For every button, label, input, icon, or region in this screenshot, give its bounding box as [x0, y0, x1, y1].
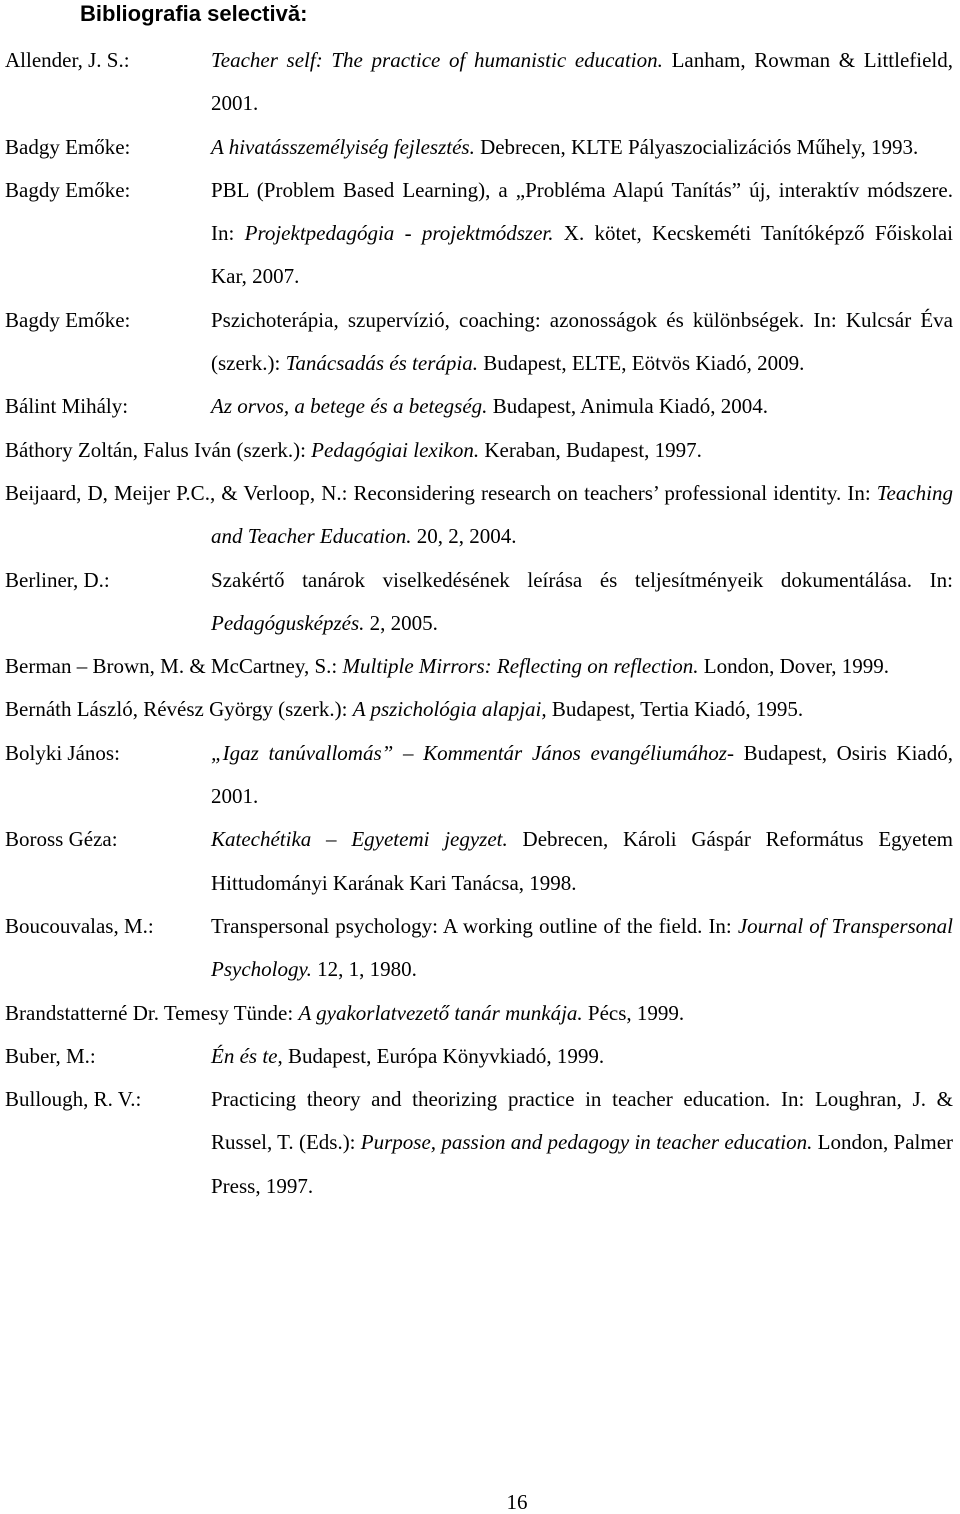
- entry-text: Pécs, 1999.: [582, 1000, 685, 1025]
- entry-title-italic: Pedagógiai lexikon.: [311, 437, 480, 462]
- bibliography-entry: [5, 905, 953, 992]
- entry-text: Báthory Zoltán, Falus Iván (szerk.):: [5, 437, 312, 462]
- entry-text: - Budapest, Osiris Kiadó, 2001.: [211, 740, 953, 809]
- entry-text: Keraban, Budapest, 1997.: [479, 437, 702, 462]
- entry-title-italic: Pedagógusképzés.: [211, 610, 365, 635]
- entry-title-italic: Teacher self: The practice of humanistic education.: [211, 48, 663, 72]
- entry-title-italic: „Igaz tanúvallomás” – Kommentár János evangéliumához: [211, 740, 727, 765]
- entry-title-italic: A gyakorlatvezető tanár munkája.: [298, 1000, 583, 1025]
- entry-text: Lanham, Rowman & Littlefield, 2001.: [211, 48, 954, 116]
- entry-title-italic: Projektpedagógia - projektmódszer.: [244, 221, 554, 246]
- entry-text: Brandstatterné Dr. Temesy Tünde:: [5, 1000, 299, 1025]
- bibliography-entry: [5, 818, 953, 905]
- entry-author: Badgy Emőke:: [5, 134, 131, 159]
- bibliography-entry: [5, 39, 953, 126]
- entry-text: Practicing theory and theorizing practice in teacher education. In: Loughran, J. & Russel, T. (Eds.):: [211, 1087, 953, 1155]
- bibliography-entry: [5, 385, 953, 428]
- entry-text: 20, 2, 2004.: [411, 524, 517, 549]
- bibliography-entry: [5, 169, 953, 299]
- entry-text: London, Dover, 1999.: [698, 654, 889, 679]
- entry-author: Boross Géza:: [5, 827, 118, 852]
- entry-text: Berman – Brown, M. & McCartney, S.:: [5, 654, 343, 679]
- entry-author: Berliner, D.:: [5, 567, 110, 592]
- entry-title-italic: A hivatásszemélyiség fejlesztés.: [211, 134, 475, 159]
- entry-author: Buber, M.:: [5, 1043, 96, 1068]
- entry-title-italic: Multiple Mirrors: Reflecting on reflection.: [342, 654, 699, 679]
- entry-text: X. kötet, Kecskeméti Tanítóképző Főiskolai Kar, 2007.: [211, 221, 954, 289]
- entry-author: Bálint Mihály:: [5, 394, 129, 419]
- page-number: 16: [506, 1490, 528, 1514]
- entry-text: Budapest, Animula Kiadó, 2004.: [487, 394, 768, 419]
- entry-author: Allender, J. S.:: [5, 48, 130, 72]
- entry-text: PBL (Problem Based Learning), a „Probléma Alapú Tanítás” új, interaktív módszere. In:: [211, 177, 953, 246]
- entry-text: Debrecen, KLTE Pályaszocializációs Műhely, 1993.: [474, 134, 919, 159]
- entry-author: Bolyki János:: [5, 740, 120, 765]
- bibliography-entry: [5, 992, 953, 1035]
- entry-title-italic: Tanácsadás és terápia.: [285, 351, 478, 376]
- entry-text: Transpersonal psychology: A working outline of the field. In:: [211, 913, 738, 938]
- bibliography-entry: [5, 688, 953, 731]
- bibliography-entry: [5, 126, 953, 169]
- entry-text: Pszichoterápia, szupervízió, coaching: azonosságok és különbségek. In: Kulcsár Éva (szerk.):: [211, 307, 953, 376]
- bibliography-entry: [5, 732, 953, 819]
- entry-title-italic: Az orvos, a betege és a betegség.: [211, 394, 488, 419]
- entry-title-italic: A pszichológia alapjai,: [352, 697, 547, 722]
- entry-title-italic: Teaching and Teacher Education.: [211, 480, 953, 549]
- entry-text: Debrecen, Károli Gáspár Református Egyetem Hittudományi Karának Kari Tanácsa, 1998.: [211, 827, 953, 895]
- entry-text: 2, 2005.: [364, 610, 438, 635]
- bibliography-entry: [5, 645, 953, 688]
- entry-text: London, Palmer Press, 1997.: [211, 1130, 954, 1198]
- entry-text: Budapest, Tertia Kiadó, 1995.: [546, 697, 804, 722]
- entry-text: Budapest, ELTE, Eötvös Kiadó, 2009.: [477, 351, 805, 376]
- entry-author: Bagdy Emőke:: [5, 307, 131, 332]
- bibliography-entry: [5, 559, 953, 646]
- bibliography-entry: [5, 429, 953, 472]
- bibliography-entry: [5, 1035, 953, 1078]
- bibliography-heading: Bibliografia selectivă:: [80, 1, 308, 26]
- entry-title-italic: Journal of Transpersonal Psychology.: [211, 913, 953, 982]
- entry-text: , Budapest, Európa Könyvkiadó, 1999.: [277, 1043, 605, 1068]
- bibliography-entry: [5, 1078, 953, 1208]
- entry-text: Szakértő tanárok viselkedésének leírása és teljesítményeik dokumentálása. In:: [211, 567, 953, 592]
- entry-text: 12, 1, 1980.: [311, 957, 417, 982]
- bibliography-list: [5, 39, 953, 1208]
- entry-text: Beijaard, D, Meijer P.C., & Verloop, N.: Reconsidering research on teachers’ professional identity. In:: [5, 480, 877, 505]
- entry-title-italic: Én és te: [211, 1043, 278, 1068]
- entry-author: Bullough, R. V.:: [5, 1087, 142, 1112]
- entry-author: Bagdy Emőke:: [5, 177, 131, 202]
- bibliography-entry: [5, 472, 953, 559]
- bibliography-entry: [5, 299, 953, 386]
- entry-title-italic: Purpose, passion and pedagogy in teacher education.: [360, 1130, 813, 1155]
- entry-text: Bernáth László, Révész György (szerk.):: [5, 697, 353, 722]
- entry-title-italic: Katechétika – Egyetemi jegyzet.: [211, 827, 508, 852]
- entry-author: Boucouvalas, M.:: [5, 913, 154, 938]
